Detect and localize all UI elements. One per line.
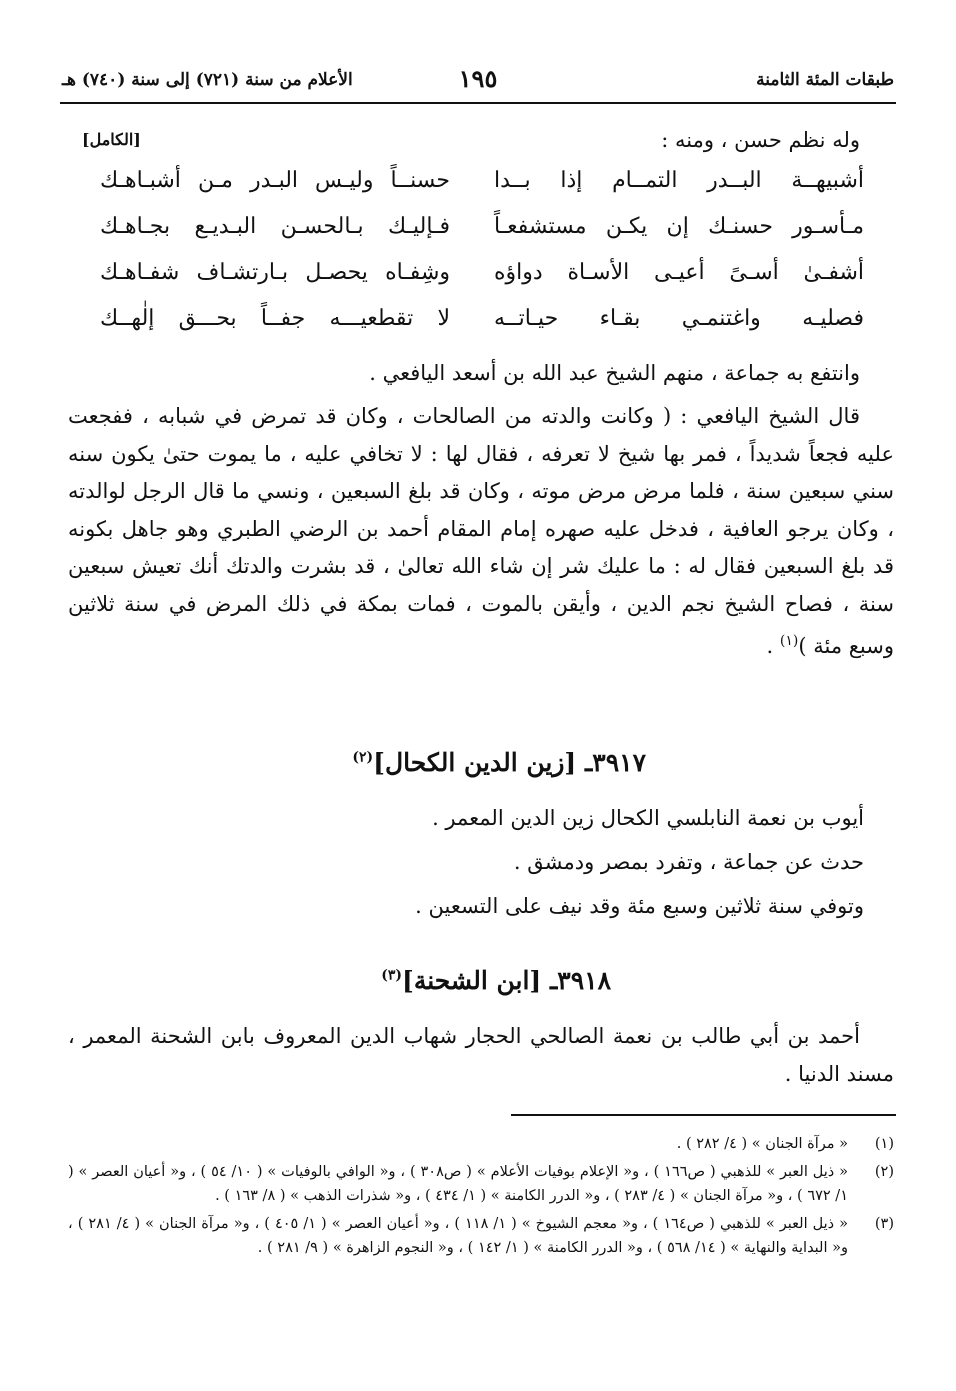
header-year-range: الأعلام من سنة (٧٢١) إلى سنة (٧٤٠) هـ [62,70,353,90]
entry-line: حدث عن جماعة ، وتفرد بمصر ودمشق . [513,850,864,874]
footnote-text: « ذيل العبر » للذهبي ( ص١٦٦ ) ، و« الإعلام بوفيات الأعلام » ( ص٣٠٨ ) ، و« الوافي بالوفيات » ( ١٠/ ٥٤ ) ، و« أعيان العصر » ( ١/ ٦٧٢ ) ، و« مرآة الجنان » ( ٤/ ٢٨٣ ) ، و« الدرر الكامنة » ( ١/ ٤٣٤ ) ، و« شذرات الذهب » ( ٨/ ١٦٣ ) . [68,1164,848,1204]
entry-body [68,796,864,928]
verse [80,260,864,306]
paragraph: وانتفع به جماعة ، منهم الشيخ عبد الله بن أسعد اليافعي . [369,361,860,385]
verse-first-hemistich: أشبيهــة البــدر التمــام إذا بــدا [494,168,864,193]
footnote-ref: (٢) [352,749,374,766]
verse-second-hemistich: وشِفـاه يحصـل بـارتشـاف شفـاهـك [100,260,450,285]
header-book-section: طبقات المئة الثامنة [756,70,894,90]
verse-first-hemistich: فصليـه واغتنمـي بقـاء حيـاتــه [494,306,864,331]
verse [80,168,864,214]
footnote-divider [511,1114,896,1116]
footnote-number: (٣) [874,1216,894,1232]
poem-intro: وله نظم حسن ، ومنه : [661,128,860,152]
verse-second-hemistich: فـإليـك بـالحسـن البـديـع بجـاهـك [100,214,450,239]
quote-paragraph [68,398,894,666]
verse-first-hemistich: أشفـىٰ أسـىً أعيـى الأسـاة دواؤه [494,260,864,285]
footnote-number: (١) [874,1136,894,1152]
footnote-ref: (١) [779,633,799,649]
footnote [68,1160,894,1208]
entry-line: وتوفي سنة ثلاثين وسبع مئة وقد نيف على التسعين . [415,894,864,918]
footnotes [68,1132,894,1264]
header-divider [60,102,896,104]
entry-body: أحمد بن أبي طالب بن نعمة الصالحي الحجار شهاب الدين المعروف بابن الشحنة المعمر ، مسند الدنيا . [68,1024,894,1086]
quote-text: قال الشيخ اليافعي : ( وكانت والدته من الصالحات ، وكان قد تمرض في شبابه ، ففجعت عليه فجعاً شديداً ، فمر بها شيخ لا تعرفه ، فقال لها : لا تخافي عليه ، ما يموت حتىٰ يكون سنه سني سبعين سنة ، فلما مرض مرض موته ، وكان قد بلغ السبعين ، ونسي ما قال الرجل لوالدته ، وكان يرجو العافية ، فدخل عليه صهره إمام المقام أحمد بن الرضي الطبري وهو جاهل بكونه قد بلغ السبعين فقال له : ما عليك شر إن شاء الله تعالىٰ ، قد بشرت والدتك أنك تعيش سبعين سنة ، فصاح الشيخ نجم الدين ، وأيقن بالموت ، فمات بمكة في ذلك المرض في سنة ثلاثين وسبع مئة ) [68,404,894,658]
footnote-number: (٢) [874,1164,894,1180]
footnote-text: « ذيل العبر » للذهبي ( ص١٦٤ ) ، و« معجم الشيوخ » ( ١/ ١١٨ ) ، و« أعيان العصر » ( ١/ ٤٠٥ ) ، و« مرآة الجنان » ( ٤/ ٢٨١ ) ، و« البداية والنهاية » ( ١٤/ ٥٦٨ ) ، و« الدرر الكامنة » ( ١/ ١٤٢ ) ، و« النجوم الزاهرة » ( ٩/ ٢٨١ ) . [68,1216,848,1256]
footnote-text: « مرآة الجنان » ( ٤/ ٢٨٢ ) . [676,1136,848,1152]
footnote [68,1132,894,1156]
entry-heading [352,748,646,777]
footnote-ref: (٣) [381,967,402,984]
entry-heading-text: ٣٩١٨ـ [ابن الشحنة] [402,966,611,995]
verse [80,214,864,260]
footnote [68,1212,894,1260]
verse [80,306,864,352]
verse-second-hemistich: لا تقطعيـــه جفــاً بحـــق إلٰهــك [100,306,450,331]
verse-first-hemistich: مـأسـور حسنـك إن يكـن مستشفعـاً [494,214,864,239]
entry-line: أيوب بن نعمة النابلسي الكحال زين الدين المعمر . [432,806,864,830]
verse-second-hemistich: حسنــاً وليـس البـدر مـن أشبـاهـك [100,168,450,193]
page-number: ١٩٥ [458,64,498,93]
poem-meter-label: [الكامل] [82,130,141,149]
running-header [62,64,894,98]
entry-heading [381,966,611,995]
entry-heading-text: ٣٩١٧ـ [زين الدين الكحال] [373,748,646,777]
quote-end: . [766,634,780,658]
poem [80,168,864,352]
